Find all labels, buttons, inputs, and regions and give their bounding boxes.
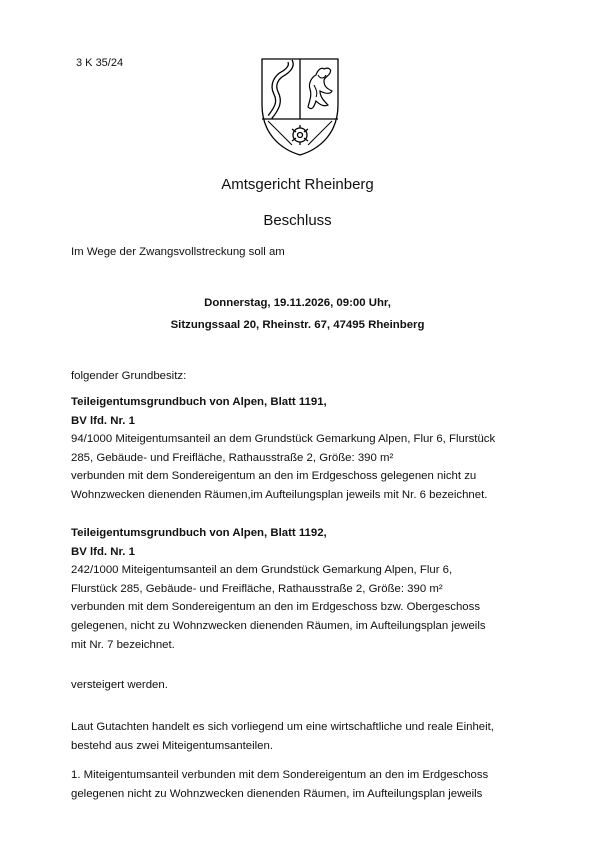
gutachten-paragraph [71, 718, 541, 755]
court-name: Amtsgericht Rheinberg [221, 176, 374, 193]
entry-line: mit Nr. 7 bezeichnet. [71, 638, 175, 651]
entry-line: verbunden mit dem Sondereigentum an den im Erdgeschoss bzw. Obergeschoss [71, 601, 481, 614]
grundbesitz-label: folgender Grundbesitz: [71, 370, 187, 382]
entry-line: 94/1000 Miteigentumsanteil an dem Grundstück Gemarkung Alpen, Flur 6, Flurstück [71, 433, 496, 446]
entry-line: 285, Gebäude- und Freifläche, Rathausstraße 2, Größe: 390 m² [71, 451, 394, 464]
intro-text: Im Wege der Zwangsvollstreckung soll am [71, 246, 285, 258]
termin-date: Donnerstag, 19.11.2026, 09:00 Uhr, [204, 297, 391, 309]
entry-bv: BV lfd. Nr. 1 [71, 545, 135, 558]
document-title: Beschluss [263, 212, 332, 229]
punkt-1-paragraph [71, 766, 541, 803]
paragraph-line: gelegenen nicht zu Wohnzwecken dienenden Räumen, im Aufteilungsplan jeweils [71, 787, 483, 800]
termin-place: Sitzungssaal 20, Rheinstr. 67, 47495 Rheinberg [170, 319, 425, 331]
case-number: 3 K 35/24 [76, 57, 124, 69]
entry-line: 242/1000 Miteigentumsanteil an dem Grundstück Gemarkung Alpen, Flur 6, [71, 564, 453, 577]
nrw-coat-of-arms-icon [258, 55, 342, 157]
paragraph-line: Laut Gutachten handelt es sich vorliegend um eine wirtschaftliche und reale Einheit, [71, 721, 494, 733]
entry-line: verbunden mit dem Sondereigentum an den im Erdgeschoss gelegenen nicht zu [71, 470, 477, 483]
entry-line: Wohnzwecken dienenden Räumen,im Aufteilungsplan jeweils mit Nr. 6 bezeichnet. [71, 488, 488, 501]
entry-heading: Teileigentumsgrundbuch von Alpen, Blatt 1192, [71, 527, 327, 539]
paragraph-line: 1. Miteigentumsanteil verbunden mit dem Sondereigentum an den im Erdgeschoss [71, 769, 489, 781]
entry-2 [71, 524, 541, 654]
entry-1 [71, 393, 541, 505]
entry-heading: Teileigentumsgrundbuch von Alpen, Blatt 1191, [71, 396, 327, 408]
versteigert-text: versteigert werden. [71, 679, 168, 691]
entry-line: Flurstück 285, Gebäude- und Freifläche, Rathausstraße 2, Größe: 390 m² [71, 582, 443, 595]
entry-line: gelegenen, nicht zu Wohnzwecken dienenden Räumen, im Aufteilungsplan jeweils [71, 619, 486, 632]
paragraph-line: bestehd aus zwei Miteigentumsanteilen. [71, 739, 273, 752]
entry-bv: BV lfd. Nr. 1 [71, 414, 135, 427]
